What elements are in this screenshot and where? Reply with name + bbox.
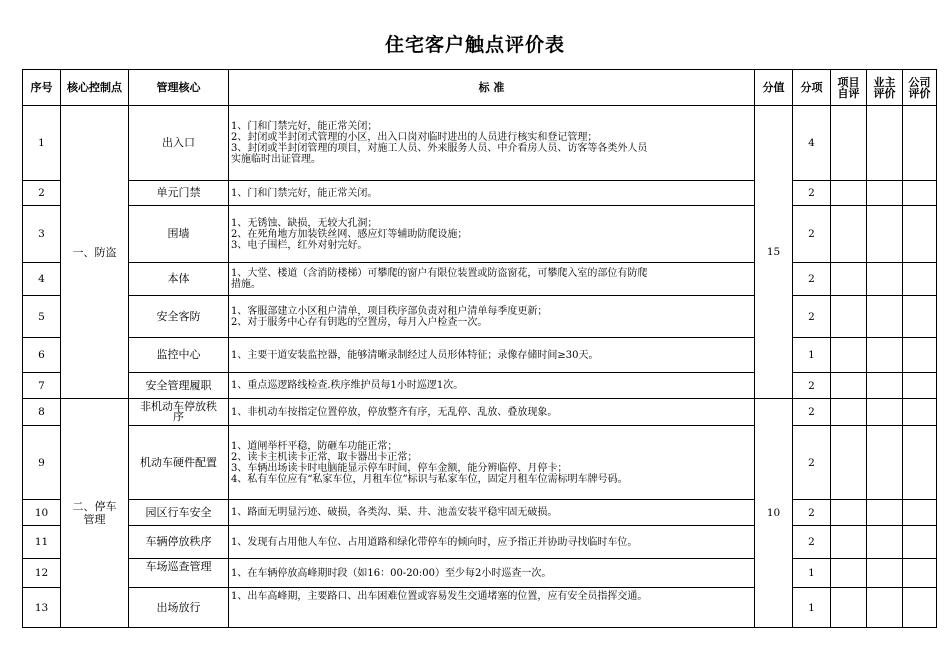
standard-cell xyxy=(229,206,755,263)
standard-line: 1、客服部建立小区租户清单，项目秩序部负责对租户清单每季度更新； xyxy=(231,305,548,317)
table-row xyxy=(23,588,937,628)
self-eval-cell[interactable] xyxy=(831,500,867,526)
table-row xyxy=(23,399,937,426)
sub-score: 2 xyxy=(793,296,831,338)
mgmt-core: 安全管理履职 xyxy=(129,373,229,399)
header-self-eval-line1: 项目 xyxy=(837,75,860,89)
self-eval-cell[interactable] xyxy=(831,338,867,373)
self-eval-cell[interactable] xyxy=(831,296,867,338)
owner-eval-cell[interactable] xyxy=(867,181,903,206)
row-seq: 6 xyxy=(23,338,61,373)
sub-score: 1 xyxy=(793,338,831,373)
sub-score: 2 xyxy=(793,426,831,500)
standard-cell xyxy=(229,559,755,588)
header-score: 分值 xyxy=(755,70,793,106)
mgmt-core: 监控中心 xyxy=(129,338,229,373)
standard-line: 1、路面无明显污迹、破损，各类沟、渠、井、池盖安装平稳牢固无破损。 xyxy=(231,507,558,518)
standard-line: 1、出车高峰期，主要路口、出车困难位置或容易发生交通堵塞的位置，应有安全员指挥交通。 xyxy=(231,591,648,602)
mgmt-core: 安全客防 xyxy=(129,296,229,338)
self-eval-cell[interactable] xyxy=(831,399,867,426)
header-owner-eval xyxy=(867,70,903,106)
sub-score: 2 xyxy=(793,399,831,426)
row-seq: 1 xyxy=(23,106,61,181)
header-company-eval-line1: 公司 xyxy=(908,75,931,89)
owner-eval-cell[interactable] xyxy=(867,338,903,373)
company-eval-cell[interactable] xyxy=(903,399,937,426)
self-eval-cell[interactable] xyxy=(831,426,867,500)
company-eval-cell[interactable] xyxy=(903,206,937,263)
standard-line: 2、读卡主机读卡正常，取卡器出卡正常； xyxy=(231,451,418,463)
standard-line: 1、道闸举杆平稳，防砸车功能正常； xyxy=(231,440,398,452)
standard-line: 1、在车辆停放高峰期时段（如16：00-20:00）至少每2小时巡查一次。 xyxy=(231,567,552,579)
self-eval-cell[interactable] xyxy=(831,106,867,181)
table-row xyxy=(23,526,937,559)
company-eval-cell[interactable] xyxy=(903,338,937,373)
mgmt-core: 出入口 xyxy=(129,106,229,181)
row-seq: 12 xyxy=(23,559,61,588)
sub-score: 2 xyxy=(793,500,831,526)
sub-score: 4 xyxy=(793,106,831,181)
header-mgmt-core: 管理核心 xyxy=(129,70,229,106)
row-seq: 13 xyxy=(23,588,61,628)
row-seq: 10 xyxy=(23,500,61,526)
owner-eval-cell[interactable] xyxy=(867,263,903,296)
row-seq: 9 xyxy=(23,426,61,500)
owner-eval-cell[interactable] xyxy=(867,373,903,399)
owner-eval-cell[interactable] xyxy=(867,526,903,559)
company-eval-cell[interactable] xyxy=(903,296,937,338)
core-point-parking-line2: 管理 xyxy=(83,513,106,526)
table-row xyxy=(23,338,937,373)
row-seq: 3 xyxy=(23,206,61,263)
table-row xyxy=(23,206,937,263)
standard-cell xyxy=(229,426,755,500)
standard-cell xyxy=(229,181,755,206)
sub-score: 2 xyxy=(793,206,831,263)
owner-eval-cell[interactable] xyxy=(867,106,903,181)
standard-cell xyxy=(229,399,755,426)
evaluation-table xyxy=(22,69,937,628)
core-point-parking-line1: 二、停车 xyxy=(72,500,117,513)
standard-line: 3、电子围栏，红外对射完好。 xyxy=(231,239,368,251)
self-eval-cell[interactable] xyxy=(831,263,867,296)
row-seq: 8 xyxy=(23,399,61,426)
row-seq: 2 xyxy=(23,181,61,206)
self-eval-cell[interactable] xyxy=(831,526,867,559)
owner-eval-cell[interactable] xyxy=(867,500,903,526)
mgmt-core: 机动车硬件配置 xyxy=(129,426,229,500)
company-eval-cell[interactable] xyxy=(903,181,937,206)
header-self-eval xyxy=(831,70,867,106)
header-row xyxy=(23,70,937,106)
core-point-parking xyxy=(61,399,129,628)
standard-line: 4、私有车位应有“私家车位，月租车位”标识与私家车位，固定月租车位需标明车牌号码。 xyxy=(231,473,628,485)
company-eval-cell[interactable] xyxy=(903,559,937,588)
standard-line: 3、封闭或半封闭管理的项目，对施工人员、外来服务人员、中介看房人员、访客等各类外人员 xyxy=(231,143,648,154)
table-row xyxy=(23,373,937,399)
table-row xyxy=(23,263,937,296)
core-point-anti-theft: 一、防盗 xyxy=(61,106,129,399)
group-score: 10 xyxy=(755,399,793,628)
standard-cell xyxy=(229,338,755,373)
standard-cell xyxy=(229,296,755,338)
mgmt-core: 围墙 xyxy=(129,206,229,263)
group-score: 15 xyxy=(755,106,793,399)
header-company-eval xyxy=(903,70,937,106)
header-standard: 标 准 xyxy=(229,70,755,106)
sub-score: 1 xyxy=(793,588,831,628)
sub-score: 2 xyxy=(793,526,831,559)
sub-score: 1 xyxy=(793,559,831,588)
header-company-eval-line2: 评价 xyxy=(908,86,931,100)
mgmt-core: 单元门禁 xyxy=(129,181,229,206)
standard-line: 3、车辆出场读卡时电脑能显示停车时间，停车金额，能分辨临停、月停卡； xyxy=(231,462,568,474)
header-core-point: 核心控制点 xyxy=(61,70,129,106)
standard-line: 措施。 xyxy=(231,279,261,290)
standard-line: 1、门和门禁完好，能正常关闭； xyxy=(231,121,378,132)
table-row xyxy=(23,426,937,500)
self-eval-cell[interactable] xyxy=(831,181,867,206)
header-seq: 序号 xyxy=(23,70,61,106)
standard-line: 1、重点巡逻路线检查.秩序维护员每1小时巡逻1次。 xyxy=(231,380,464,391)
company-eval-cell[interactable] xyxy=(903,500,937,526)
standard-line: 实施临时出证管理。 xyxy=(231,154,321,165)
mgmt-core: 车辆停放秩序 xyxy=(129,526,229,559)
standard-line: 1、大堂、楼道（含消防楼梯）可攀爬的窗户有限位装置或防盗窗花，可攀爬入室的部位有防爬 xyxy=(231,268,648,279)
row-seq: 5 xyxy=(23,296,61,338)
sub-score: 2 xyxy=(793,373,831,399)
owner-eval-cell[interactable] xyxy=(867,559,903,588)
table-row xyxy=(23,106,937,181)
standard-line: 1、非机动车按指定位置停放，停放整齐有序，无乱停、乱放、叠放现象。 xyxy=(231,406,558,418)
company-eval-cell[interactable] xyxy=(903,263,937,296)
sub-score: 2 xyxy=(793,181,831,206)
header-self-eval-line2: 自评 xyxy=(837,86,860,100)
page-title: 住宅客户触点评价表 xyxy=(384,34,565,56)
self-eval-cell[interactable] xyxy=(831,559,867,588)
owner-eval-cell[interactable] xyxy=(867,426,903,500)
mgmt-core: 园区行车安全 xyxy=(129,500,229,526)
standard-cell xyxy=(229,106,755,181)
mgmt-core: 本体 xyxy=(129,263,229,296)
header-owner-eval-line2: 评价 xyxy=(873,86,896,100)
standard-line: 1、发现有占用他人车位、占用道路和绿化带停车的倾向时，应予指正并协助寻找临时车位。 xyxy=(231,536,638,548)
owner-eval-cell[interactable] xyxy=(867,296,903,338)
header-owner-eval-line1: 业主 xyxy=(873,75,896,89)
mgmt-core-line1: 非机动车停放秩 xyxy=(140,400,217,413)
table-row xyxy=(23,296,937,338)
sub-score: 2 xyxy=(793,263,831,296)
standard-line: 2、对于服务中心存有钥匙的空置房，每月入户检查一次。 xyxy=(231,316,488,328)
standard-cell xyxy=(229,500,755,526)
company-eval-cell[interactable] xyxy=(903,426,937,500)
table-row xyxy=(23,181,937,206)
standard-cell xyxy=(229,526,755,559)
owner-eval-cell[interactable] xyxy=(867,399,903,426)
owner-eval-cell[interactable] xyxy=(867,588,903,628)
header-sub-score: 分项 xyxy=(793,70,831,106)
row-seq: 7 xyxy=(23,373,61,399)
company-eval-cell[interactable] xyxy=(903,526,937,559)
table-row xyxy=(23,500,937,526)
company-eval-cell[interactable] xyxy=(903,106,937,181)
standard-line: 1、主要干道安装监控器，能够清晰录制经过人员形体特征；录像存储时间≥30天。 xyxy=(231,349,599,361)
mgmt-core: 出场放行 xyxy=(129,588,229,628)
standard-line: 2、在死角地方加装铁丝网、感应灯等辅助防爬设施； xyxy=(231,228,468,240)
company-eval-cell[interactable] xyxy=(903,588,937,628)
standard-cell xyxy=(229,588,755,628)
mgmt-core xyxy=(129,399,229,426)
mgmt-core-line2: 序 xyxy=(173,410,184,423)
table-row xyxy=(23,559,937,588)
standard-line: 2、封闭或半封闭式管理的小区，出入口岗对临时进出的人员进行核实和登记管理； xyxy=(231,132,598,143)
self-eval-cell[interactable] xyxy=(831,588,867,628)
self-eval-cell[interactable] xyxy=(831,206,867,263)
row-seq: 11 xyxy=(23,526,61,559)
standard-line: 1、门和门禁完好，能正常关闭。 xyxy=(231,187,378,199)
row-seq: 4 xyxy=(23,263,61,296)
standard-cell xyxy=(229,263,755,296)
self-eval-cell[interactable] xyxy=(831,373,867,399)
standard-line: 1、无锈蚀、缺损，无较大孔洞； xyxy=(231,217,378,229)
standard-cell xyxy=(229,373,755,399)
owner-eval-cell[interactable] xyxy=(867,206,903,263)
company-eval-cell[interactable] xyxy=(903,373,937,399)
mgmt-core: 车场巡查管理 xyxy=(129,559,229,588)
